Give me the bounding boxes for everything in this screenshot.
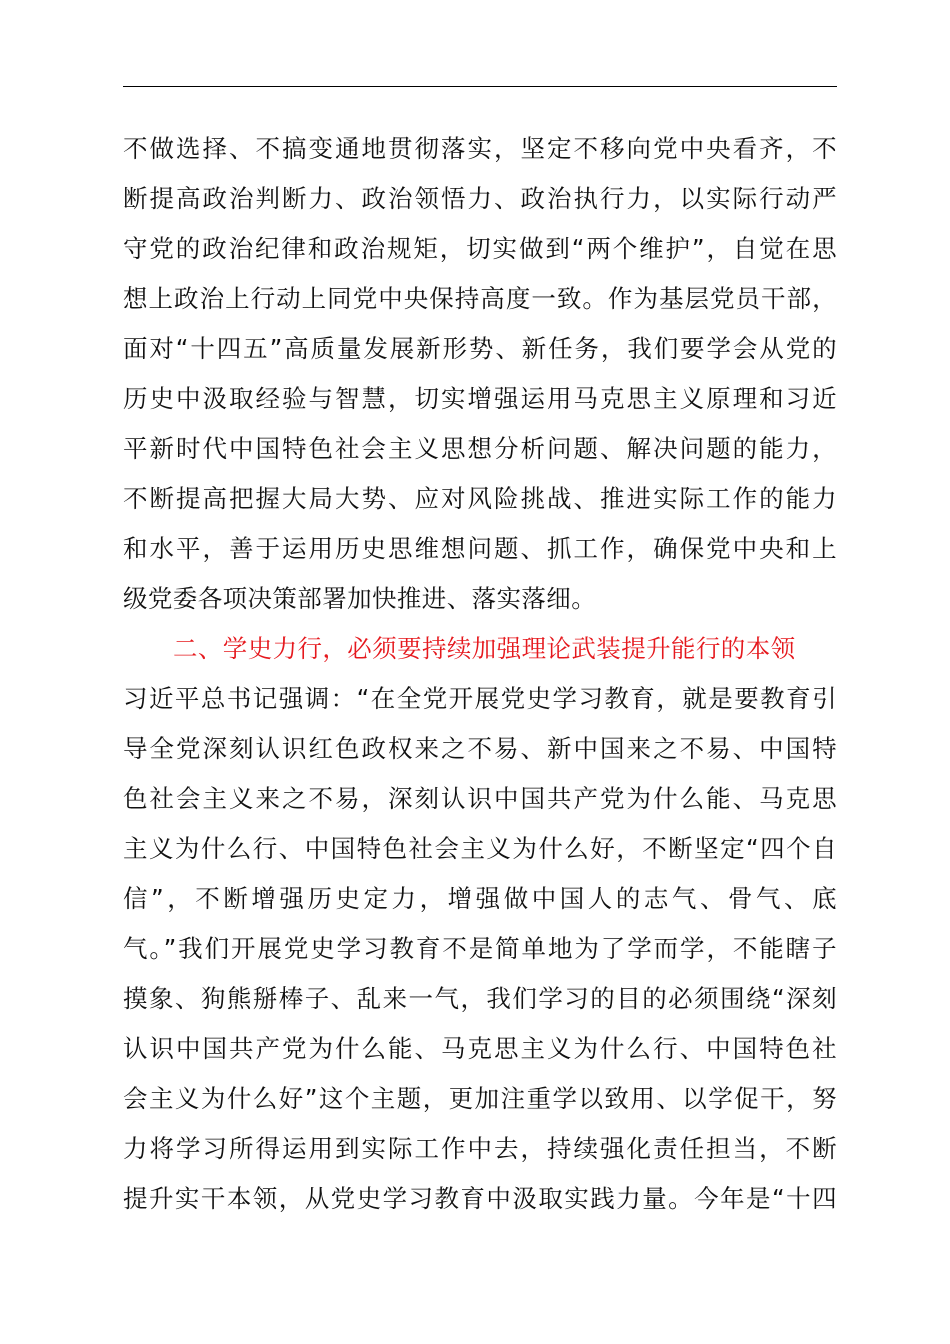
paragraph-line: 断提高政治判断力、政治领悟力、政治执行力，以实际行动严: [123, 184, 837, 213]
paragraph-line: 级党委各项决策部署加快推进、落实落细。: [123, 584, 597, 613]
paragraph-line: 力将学习所得运用到实际工作中去，持续强化责任担当，不断: [123, 1134, 837, 1163]
paragraph-line: 摸象、狗熊掰棒子、乱来一气，我们学习的目的必须围绕“深刻: [123, 984, 837, 1013]
paragraph-line: 信”，不断增强历史定力，增强做中国人的志气、骨气、底: [123, 884, 837, 913]
paragraph-line: 习近平总书记强调：“在全党开展党史学习教育，就是要教育引: [123, 684, 837, 713]
paragraph-line: 主义为什么行、中国特色社会主义为什么好，不断坚定“四个自: [123, 834, 837, 863]
paragraph-line: 历史中汲取经验与智慧，切实增强运用马克思主义原理和习近: [123, 384, 837, 413]
paragraph-line: 提升实干本领，从党史学习教育中汲取实践力量。今年是“十四: [123, 1184, 837, 1213]
paragraph-line: 平新时代中国特色社会主义思想分析问题、解决问题的能力，: [123, 434, 837, 463]
section-heading: 二、学史力行，必须要持续加强理论武装提升能行的本领: [173, 634, 796, 663]
paragraph-line: 想上政治上行动上同党中央保持高度一致。作为基层党员干部，: [123, 284, 837, 313]
paragraph-line: 不做选择、不搞变通地贯彻落实，坚定不移向党中央看齐，不: [123, 134, 837, 163]
paragraph-line: 导全党深刻认识红色政权来之不易、新中国来之不易、中国特: [123, 734, 837, 763]
paragraph-line: 会主义为什么好”这个主题，更加注重学以致用、以学促干，努: [123, 1084, 837, 1113]
paragraph-line: 不断提高把握大局大势、应对风险挑战、推进实际工作的能力: [123, 484, 837, 513]
paragraph-line: 面对“十四五”高质量发展新形势、新任务，我们要学会从党的: [123, 334, 837, 363]
paragraph-line: 气。”我们开展党史学习教育不是简单地为了学而学，不能瞎子: [123, 934, 837, 963]
header-rule: [123, 86, 837, 87]
document-body: [123, 124, 837, 1224]
paragraph-line: 认识中国共产党为什么能、马克思主义为什么行、中国特色社: [123, 1034, 837, 1063]
paragraph-line: 色社会主义来之不易，深刻认识中国共产党为什么能、马克思: [123, 784, 837, 813]
paragraph-line: 守党的政治纪律和政治规矩，切实做到“两个维护”，自觉在思: [123, 234, 837, 263]
paragraph-line: 和水平，善于运用历史思维想问题、抓工作，确保党中央和上: [123, 534, 837, 563]
